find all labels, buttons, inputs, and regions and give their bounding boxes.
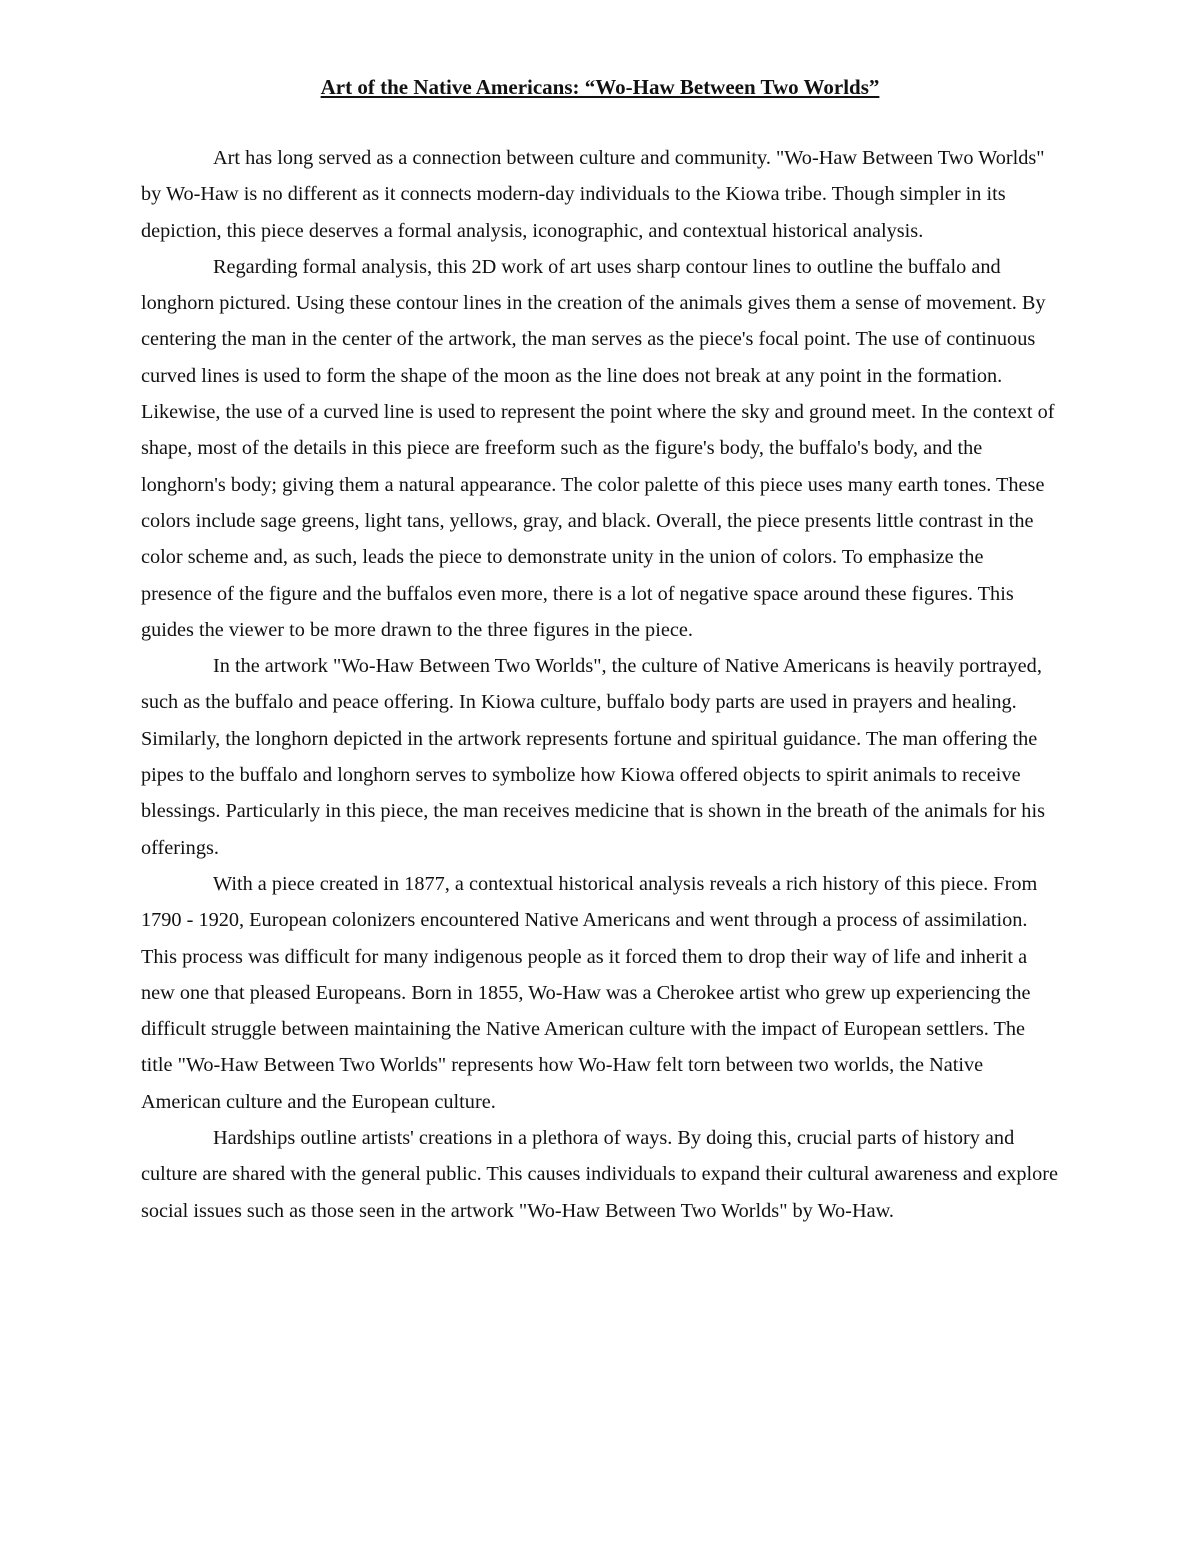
document-body bbox=[141, 140, 1059, 1229]
paragraph-introduction: Art has long served as a connection between culture and community. "Wo-Haw Between Two Worlds" by Wo-Haw is no different as it connects modern-day individuals to the Kiowa tribe. Though simpler in its depiction, this piece deserves a formal analysis, iconographic, and contextual historical analysis. bbox=[141, 147, 1045, 242]
paragraph-historical-analysis: With a piece created in 1877, a contextual historical analysis reveals a rich history of this piece. From 1790 - 1920, European colonizers encountered Native Americans and went through a process of assimilation. This process was difficult for many indigenous people as it forced them to drop their way of life and inherit a new one that pleased Europeans. Born in 1855, Wo-Haw was a Cherokee artist who grew up experiencing the difficult struggle between maintaining the Native American culture with the impact of European settlers. The title "Wo-Haw Between Two Worlds" represents how Wo-Haw felt torn between two worlds, the Native American culture and the European culture. bbox=[141, 872, 1038, 1113]
paragraph-iconographic-analysis: In the artwork "Wo-Haw Between Two Worlds", the culture of Native Americans is heavily portrayed, such as the buffalo and peace offering. In Kiowa culture, buffalo body parts are used in prayers and healing. Similarly, the longhorn depicted in the artwork represents fortune and spiritual guidance. The man offering the pipes to the buffalo and longhorn serves to symbolize how Kiowa offered objects to spirit animals to receive blessings. Particularly in this piece, the man receives medicine that is shown in the breath of the animals for his offerings. bbox=[141, 655, 1045, 859]
document-title: Art of the Native Americans: “Wo-Haw Between Two Worlds” bbox=[320, 75, 880, 99]
paragraph-formal-analysis: Regarding formal analysis, this 2D work of art uses sharp contour lines to outline the buffalo and longhorn pictured. Using these contour lines in the creation of the animals gives them a sense of movement. By centering the man in the center of the artwork, the man serves as the piece's focal point. The use of continuous curved lines is used to form the shape of the moon as the line does not break at any point in the formation. Likewise, the use of a curved line is used to represent the point where the sky and ground meet. In the context of shape, most of the details in this piece are freeform such as the figure's body, the buffalo's body, and the longhorn's body; giving them a natural appearance. The color palette of this piece uses many earth tones. These colors include sage greens, light tans, yellows, gray, and black. Overall, the piece presents little contrast in the color scheme and, as such, leads the piece to demonstrate unity in the union of colors. To emphasize the presence of the figure and the buffalos even more, there is a lot of negative space around these figures. This guides the viewer to be more drawn to the three figures in the piece. bbox=[141, 255, 1055, 641]
paragraph-conclusion: Hardships outline artists' creations in a plethora of ways. By doing this, crucial parts of history and culture are shared with the general public. This causes individuals to expand their cultural awareness and explore social issues such as those seen in the artwork "Wo-Haw Between Two Worlds" by Wo-Haw. bbox=[141, 1127, 1059, 1222]
